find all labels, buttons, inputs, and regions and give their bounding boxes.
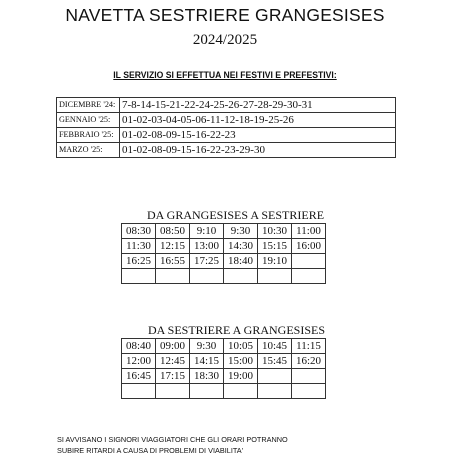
time-cell (156, 269, 190, 284)
table-row (122, 384, 326, 399)
time-cell: 15:15 (258, 239, 292, 254)
schedule-caption-to-grangesises: DA SESTRIERE A GRANGESISES (148, 323, 326, 337)
time-cell (224, 384, 258, 399)
time-cell: 17:15 (156, 369, 190, 384)
time-cell: 15:45 (258, 354, 292, 369)
table-row (122, 339, 326, 354)
time-cell: 10:30 (258, 224, 292, 239)
time-cell (122, 269, 156, 284)
time-cell: 16:55 (156, 254, 190, 269)
schedule-table-to-sestriere (121, 223, 326, 284)
time-cell (190, 269, 224, 284)
time-cell: 16:25 (122, 254, 156, 269)
table-row (122, 224, 326, 239)
time-cell: 13:00 (190, 239, 224, 254)
time-cell: 17:25 (190, 254, 224, 269)
time-cell (258, 384, 292, 399)
time-cell (258, 269, 292, 284)
time-cell: 14:30 (224, 239, 258, 254)
month-cell: FEBBRAIO '25: (57, 128, 120, 143)
time-cell: 16:00 (292, 239, 326, 254)
time-cell: 9:30 (190, 339, 224, 354)
time-cell: 11:30 (122, 239, 156, 254)
table-row (57, 113, 396, 128)
page-title: NAVETTA SESTRIERE GRANGESISES (65, 5, 385, 25)
days-cell: 01-02-08-09-15-16-22-23-29-30 (120, 143, 396, 158)
table-row (122, 354, 326, 369)
time-cell: 08:50 (156, 224, 190, 239)
table-row (57, 128, 396, 143)
time-cell (292, 254, 326, 269)
time-cell: 12:15 (156, 239, 190, 254)
schedule-caption-to-sestriere: DA GRANGESISES A SESTRIERE (147, 208, 325, 222)
time-cell: 11:00 (292, 224, 326, 239)
month-cell: MARZO '25: (57, 143, 120, 158)
time-cell: 08:40 (122, 339, 156, 354)
time-cell: 18:30 (190, 369, 224, 384)
time-cell (224, 269, 258, 284)
time-cell: 11:15 (292, 339, 326, 354)
time-cell: 10:45 (258, 339, 292, 354)
month-cell: DICEMBRE '24: (57, 98, 120, 113)
footer-notice-line-2: SUBIRE RITARDI A CAUSA DI PROBLEMI DI VIABILITA' (57, 446, 244, 455)
days-cell: 01-02-08-09-15-16-22-23 (120, 128, 396, 143)
time-cell: 9:30 (224, 224, 258, 239)
time-cell: 16:45 (122, 369, 156, 384)
table-row (122, 369, 326, 384)
time-cell (258, 369, 292, 384)
table-row (122, 269, 326, 284)
time-cell: 12:45 (156, 354, 190, 369)
time-cell: 16:20 (292, 354, 326, 369)
time-cell (156, 384, 190, 399)
service-dates-table (56, 97, 396, 158)
time-cell: 9:10 (190, 224, 224, 239)
time-cell: 18:40 (224, 254, 258, 269)
time-cell: 12:00 (122, 354, 156, 369)
time-cell: 10:05 (224, 339, 258, 354)
time-cell (190, 384, 224, 399)
time-cell (122, 384, 156, 399)
days-cell: 01-02-03-04-05-06-11-12-18-19-25-26 (120, 113, 396, 128)
table-row (122, 239, 326, 254)
time-cell: 09:00 (156, 339, 190, 354)
table-row (57, 143, 396, 158)
time-cell: 14:15 (190, 354, 224, 369)
time-cell: 08:30 (122, 224, 156, 239)
time-cell: 19:00 (224, 369, 258, 384)
time-cell (292, 369, 326, 384)
season-year: 2024/2025 (192, 32, 258, 48)
time-cell (292, 269, 326, 284)
time-cell: 15:00 (224, 354, 258, 369)
time-cell (292, 384, 326, 399)
service-notice: IL SERVIZIO SI EFFETTUA NEI FESTIVI E PREFESTIVI: (113, 70, 337, 81)
month-cell: GENNAIO '25: (57, 113, 120, 128)
schedule-table-to-grangesises (121, 338, 326, 399)
time-cell: 19:10 (258, 254, 292, 269)
table-row (122, 254, 326, 269)
days-cell: 7-8-14-15-21-22-24-25-26-27-28-29-30-31 (120, 98, 396, 113)
footer-notice-line-1: SI AVVISANO I SIGNORI VIAGGIATORI CHE GLI ORARI POTRANNO (57, 435, 288, 444)
table-row (57, 98, 396, 113)
